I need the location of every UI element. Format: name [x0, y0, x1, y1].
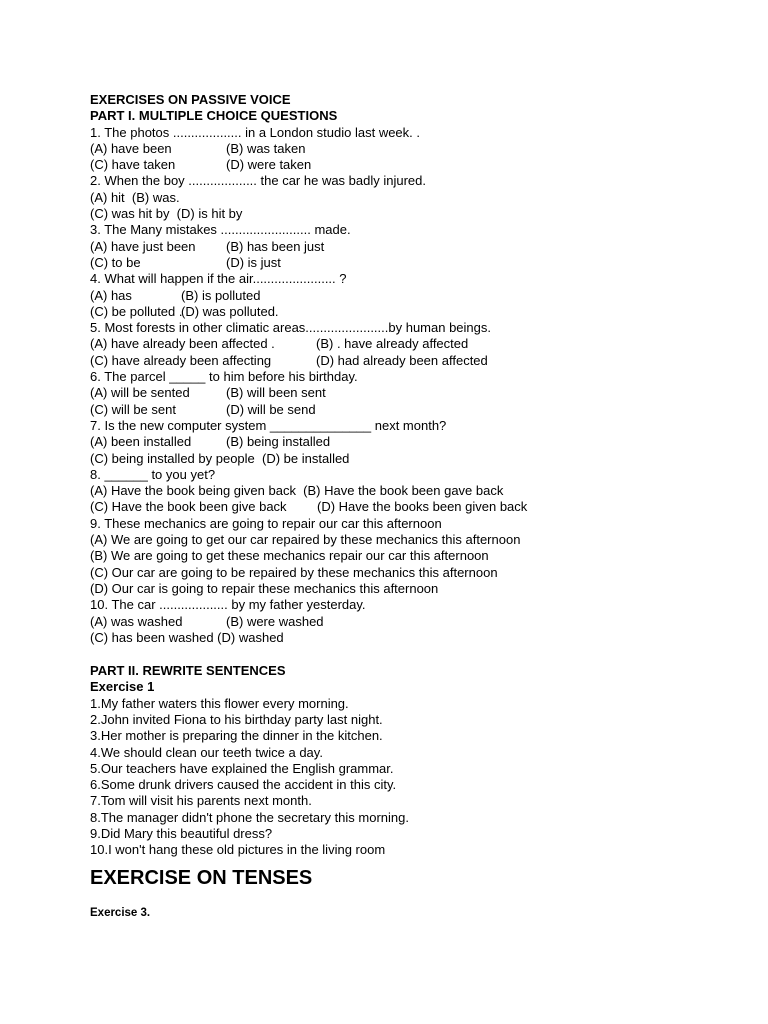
- rewrite-sentence: 7.Tom will visit his parents next month.: [90, 793, 312, 809]
- answer-option: (A) hit (B) was.: [90, 189, 180, 205]
- rewrite-sentence: 9.Did Mary this beautiful dress?: [90, 826, 273, 842]
- question-text: 5. Most forests in other climatic areas.......................by human beings.: [90, 320, 491, 336]
- answer-row: [90, 499, 730, 515]
- answer-option: (C) be polluted .: [90, 303, 183, 319]
- answer-option: (C) have already been affecting: [90, 352, 272, 368]
- question-text: 7. Is the new computer system ______________ next month?: [90, 417, 447, 433]
- answer-option: (D) were taken: [226, 157, 312, 173]
- exercise3-label: Exercise 3.: [90, 906, 151, 919]
- answer-option: (B) is polluted: [181, 287, 261, 303]
- answer-row: [90, 157, 730, 173]
- answer-option: (A) Have the book being given back (B) Have the book been gave back: [90, 483, 504, 499]
- answer-row: [90, 565, 730, 581]
- document-page: [90, 92, 730, 921]
- exercise1-label: Exercise 1: [90, 679, 155, 695]
- question-text: 1. The photos ................... in a London studio last week. .: [90, 124, 421, 140]
- answer-option: (B) being installed: [226, 434, 331, 450]
- answer-option: (A) will be sented: [90, 385, 190, 401]
- rewrite-sentence: 8.The manager didn't phone the secretary this morning.: [90, 809, 409, 825]
- answer-option: (B) were washed: [226, 613, 324, 629]
- answer-option: (C) will be sent: [90, 401, 176, 417]
- answer-option: (D) Our car is going to repair these mechanics this afternoon: [90, 580, 439, 596]
- sentence-list: [90, 696, 730, 859]
- answer-option: (C) has been washed (D) washed: [90, 629, 284, 645]
- answer-option: (B) . have already affected: [316, 336, 469, 352]
- rewrite-sentence: 3.Her mother is preparing the dinner in the kitchen.: [90, 728, 383, 744]
- question-list: [90, 125, 730, 647]
- answer-row: [90, 630, 730, 646]
- question-text: 10. The car ................... by my father yesterday.: [90, 597, 366, 613]
- answer-row: [90, 532, 730, 548]
- answer-row: [90, 548, 730, 564]
- answer-row: [90, 483, 730, 499]
- answer-row: [90, 239, 730, 255]
- part2-heading: PART II. REWRITE SENTENCES: [90, 663, 286, 679]
- answer-option: (B) We are going to get these mechanics repair our car this afternoon: [90, 548, 489, 564]
- answer-option: (C) was hit by (D) is hit by: [90, 206, 243, 222]
- question-text: 3. The Many mistakes ......................... made.: [90, 222, 351, 238]
- answer-option: (A) been installed: [90, 434, 192, 450]
- answer-option: (C) have taken: [90, 157, 176, 173]
- answer-row: [90, 385, 730, 401]
- part1-heading: PART I. MULTIPLE CHOICE QUESTIONS: [90, 108, 338, 124]
- answer-option: (D) had already been affected: [316, 352, 488, 368]
- rewrite-sentence: 10.I won't hang these old pictures in the living room: [90, 842, 386, 858]
- rewrite-sentence: 4.We should clean our teeth twice a day.: [90, 744, 323, 760]
- answer-option: (B) was taken: [226, 140, 306, 156]
- answer-option: (C) Our car are going to be repaired by these mechanics this afternoon: [90, 564, 498, 580]
- answer-option: (A) was washed: [90, 613, 183, 629]
- rewrite-sentence: 1.My father waters this flower every morning.: [90, 695, 349, 711]
- question-text: 2. When the boy ................... the car he was badly injured.: [90, 173, 427, 189]
- rewrite-sentence: 2.John invited Fiona to his birthday party last night.: [90, 711, 383, 727]
- answer-option: (A) have just been: [90, 238, 196, 254]
- answer-option: (A) has: [90, 287, 132, 303]
- answer-option: (C) to be: [90, 254, 141, 270]
- answer-option: (D) was polluted.: [181, 303, 279, 319]
- document-title: EXERCISES ON PASSIVE VOICE: [90, 92, 291, 107]
- answer-option: (D) is just: [226, 254, 281, 270]
- answer-row: [90, 288, 730, 304]
- answer-row: [90, 255, 730, 271]
- answer-option: (A) We are going to get our car repaired by these mechanics this afternoon: [90, 532, 521, 548]
- rewrite-sentence: 5.Our teachers have explained the English grammar.: [90, 760, 394, 776]
- answer-option: (C) Have the book been give back: [90, 499, 287, 515]
- answer-option: (C) being installed by people (D) be installed: [90, 450, 350, 466]
- answer-row: [90, 190, 730, 206]
- answer-row: [90, 402, 730, 418]
- answer-option: (A) have been: [90, 140, 172, 156]
- answer-option: (D) Have the books been given back: [317, 499, 528, 515]
- question-text: 9. These mechanics are going to repair our car this afternoon: [90, 515, 442, 531]
- answer-row: [90, 353, 730, 369]
- answer-row: [90, 206, 730, 222]
- answer-option: (B) will been sent: [226, 385, 326, 401]
- answer-option: (A) have already been affected .: [90, 336, 275, 352]
- answer-row: [90, 614, 730, 630]
- answer-row: [90, 581, 730, 597]
- answer-row: [90, 141, 730, 157]
- answer-option: (D) will be send: [226, 401, 316, 417]
- question-text: 4. What will happen if the air....................... ?: [90, 271, 347, 287]
- tenses-heading: EXERCISE ON TENSES: [90, 866, 313, 889]
- answer-option: (B) has been just: [226, 238, 325, 254]
- answer-row: [90, 336, 730, 352]
- answer-row: [90, 451, 730, 467]
- question-text: 8. ______ to you yet?: [90, 466, 216, 482]
- answer-row: [90, 434, 730, 450]
- answer-row: [90, 304, 730, 320]
- question-text: 6. The parcel _____ to him before his birthday.: [90, 369, 358, 385]
- rewrite-sentence: 6.Some drunk drivers caused the accident in this city.: [90, 777, 397, 793]
